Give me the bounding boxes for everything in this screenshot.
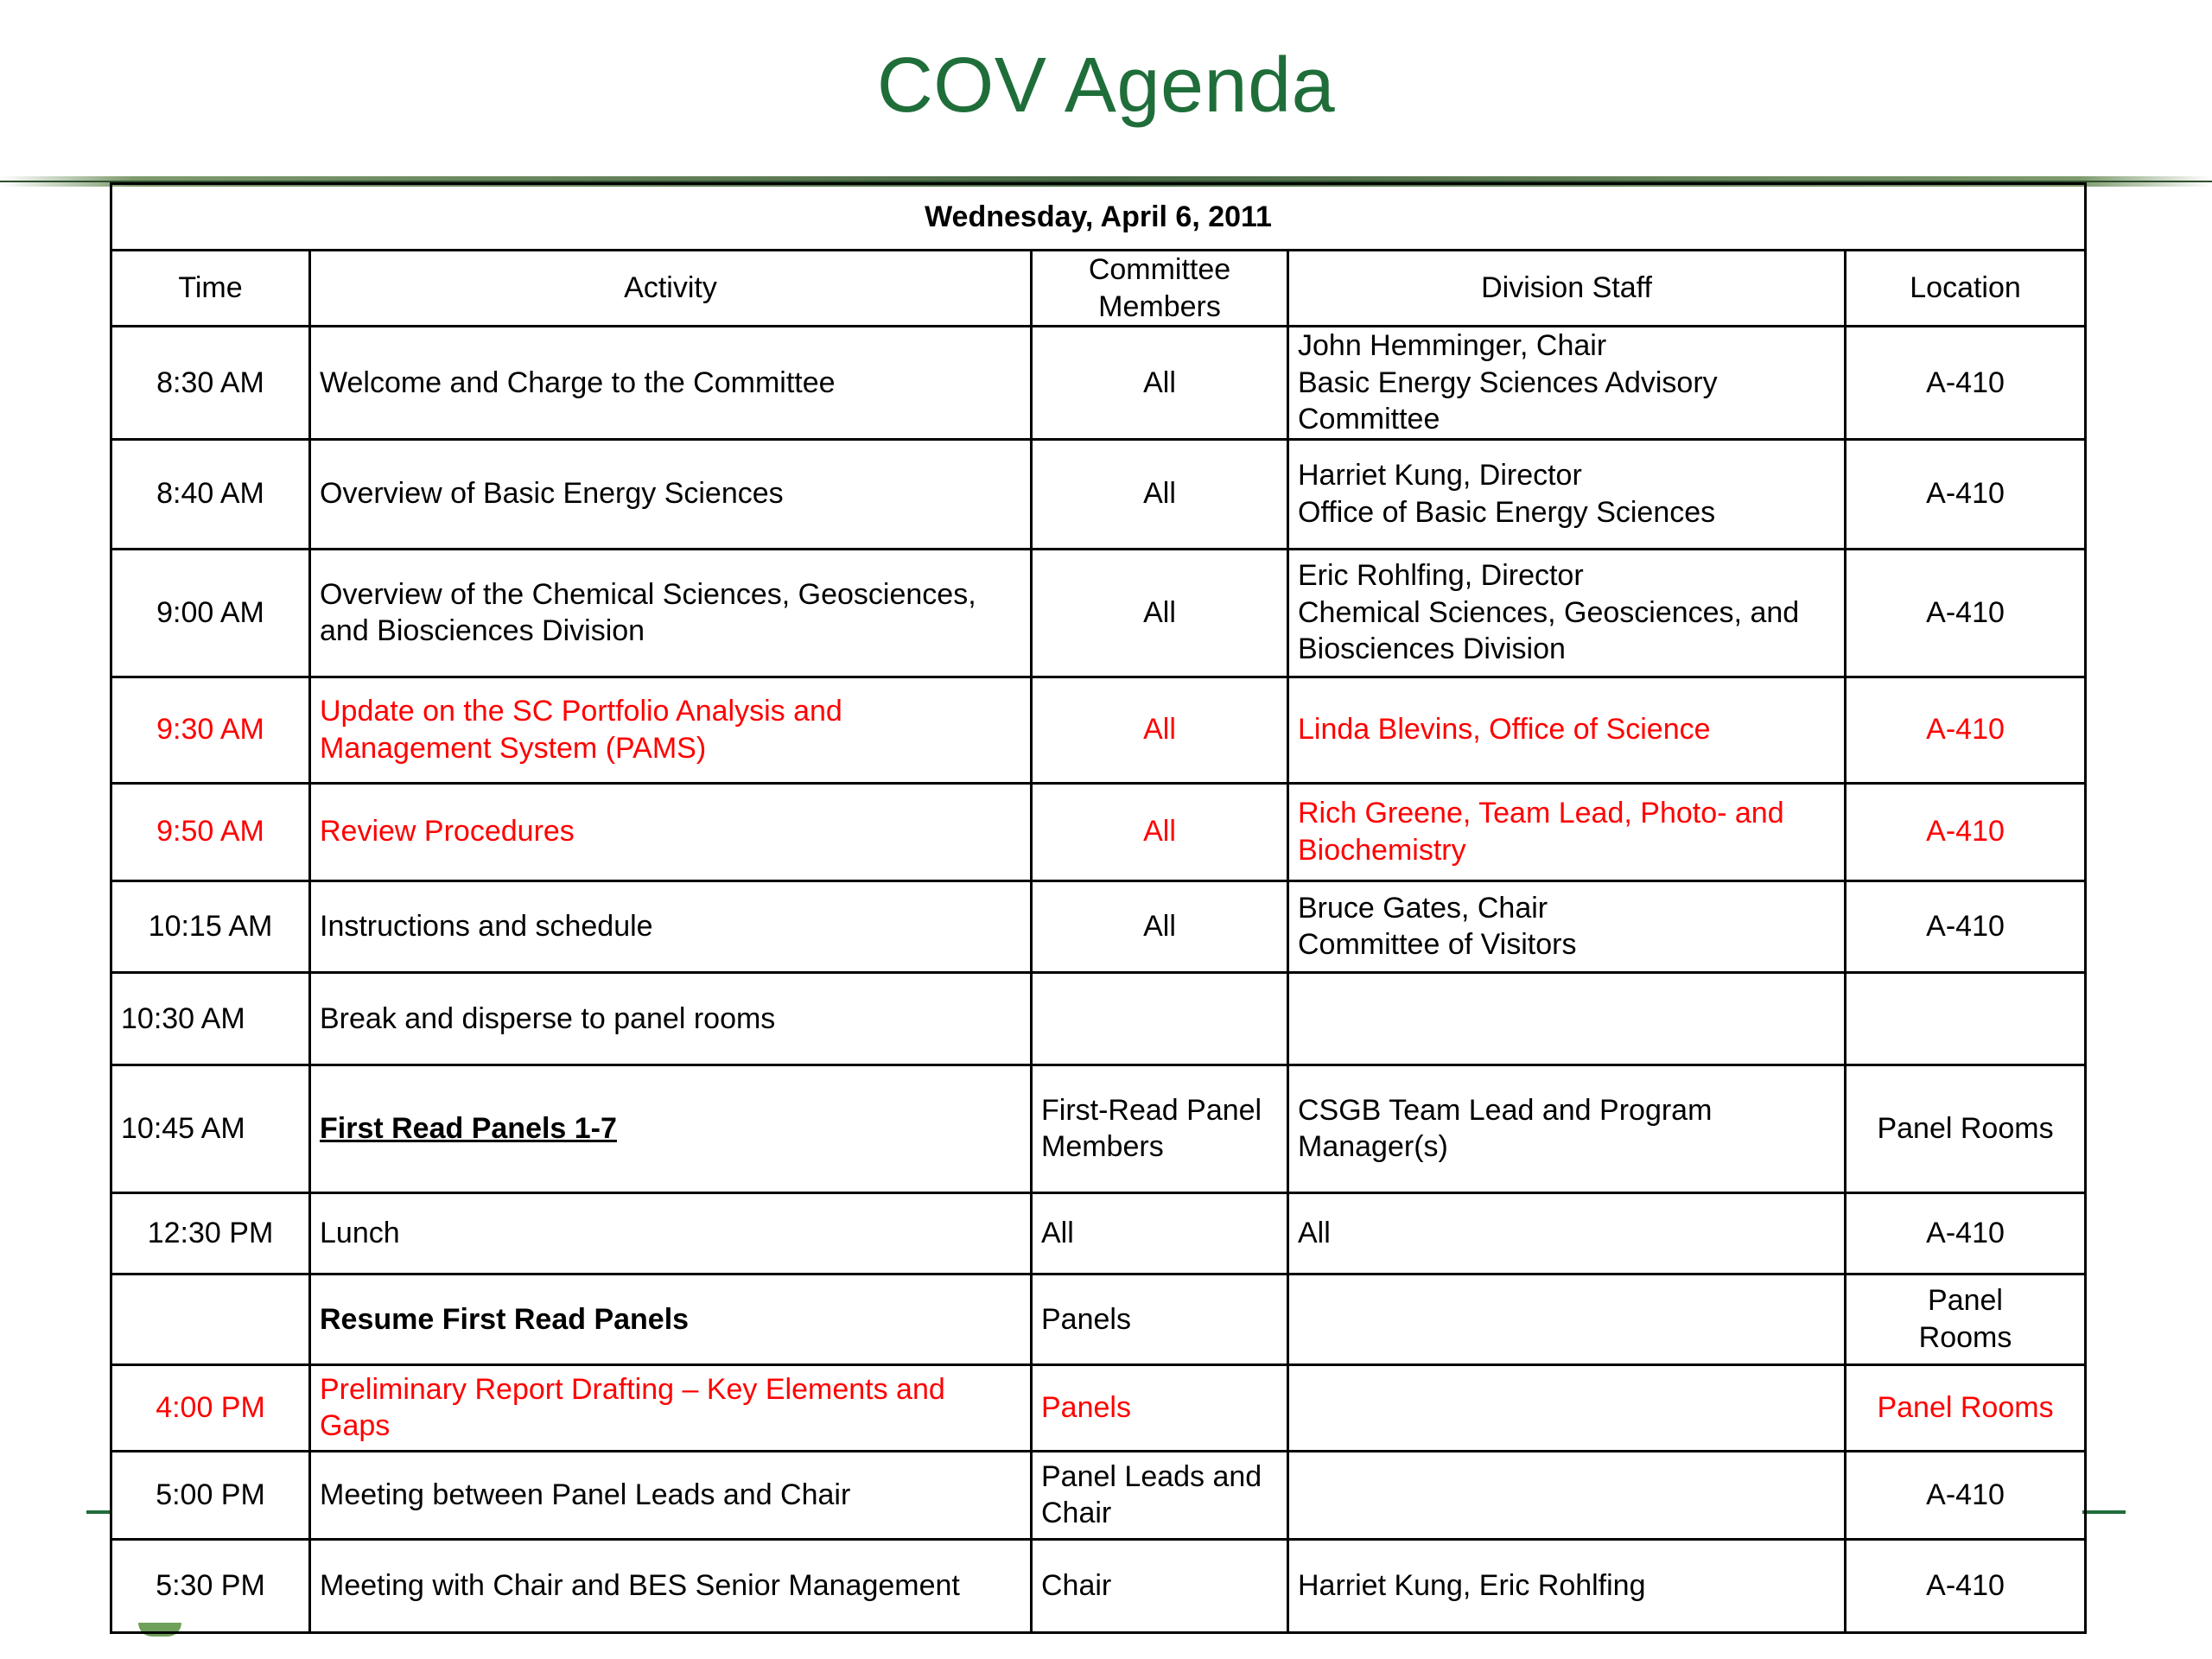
- staff-cell: [1288, 1065, 1846, 1192]
- agenda-row: [111, 549, 2086, 677]
- activity-cell: [310, 1192, 1032, 1274]
- activity-cell: [310, 1539, 1032, 1632]
- staff-cell-line: Manager(s): [1298, 1130, 1448, 1164]
- agenda-row: [111, 972, 2086, 1065]
- agenda-row: [111, 1192, 2086, 1274]
- agenda-row: [111, 1451, 2086, 1539]
- agenda-date: Wednesday, April 6, 2011: [111, 184, 2086, 251]
- staff-cell-line: John Hemminger, Chair: [1298, 329, 1607, 363]
- header-time: Time: [111, 251, 310, 327]
- header-activity: Activity: [310, 251, 1032, 327]
- location-cell: [1846, 972, 2086, 1065]
- activity-cell: [310, 327, 1032, 440]
- time-cell: 10:30 AM: [111, 972, 310, 1065]
- committee-cell: [1032, 1274, 1288, 1364]
- committee-cell-line: Panel Leads and: [1041, 1459, 1262, 1493]
- staff-cell: [1288, 439, 1846, 549]
- location-cell: [1846, 1539, 2086, 1632]
- agenda-row: [111, 1539, 2086, 1632]
- activity-cell: [310, 1065, 1032, 1192]
- activity-cell-line: Meeting with Chair and BES Senior Management: [320, 1569, 960, 1603]
- committee-cell-line: Members: [1041, 1130, 1164, 1164]
- committee-cell: [1032, 549, 1288, 677]
- activity-cell: [310, 1451, 1032, 1539]
- staff-cell-line: Eric Rohlfing, Director: [1298, 559, 1584, 593]
- agenda-row: [111, 327, 2086, 440]
- activity-cell-line: Preliminary Report Drafting – Key Elements and: [320, 1372, 945, 1406]
- activity-cell-line: Resume First Read Panels: [320, 1302, 690, 1336]
- staff-cell: [1288, 677, 1846, 783]
- committee-cell-line: All: [1143, 713, 1176, 747]
- location-cell: [1846, 1364, 2086, 1451]
- footer-line-left: [86, 1510, 112, 1514]
- staff-cell-line: Committee of Visitors: [1298, 928, 1577, 962]
- staff-cell-line: Committee: [1298, 403, 1440, 436]
- location-cell: [1846, 1274, 2086, 1364]
- time-cell: 4:00 PM: [111, 1364, 310, 1451]
- staff-cell: [1288, 1364, 1846, 1451]
- header-row: [111, 251, 2086, 327]
- committee-cell: [1032, 1539, 1288, 1632]
- activity-cell-line: Review Procedures: [320, 815, 575, 849]
- staff-cell: [1288, 783, 1846, 880]
- header-staff: Division Staff: [1288, 251, 1846, 327]
- time-cell: 5:30 PM: [111, 1539, 310, 1632]
- activity-cell-line: Overview of the Chemical Sciences, Geosciences,: [320, 577, 976, 611]
- staff-cell-line: Linda Blevins, Office of Science: [1298, 713, 1711, 747]
- location-cell: [1846, 439, 2086, 549]
- location-cell: [1846, 327, 2086, 440]
- activity-cell-line: Update on the SC Portfolio Analysis and: [320, 695, 842, 728]
- agenda-row: [111, 783, 2086, 880]
- location-cell-line: A-410: [1926, 909, 2005, 943]
- activity-cell-line: First Read Panels 1-7: [320, 1112, 617, 1146]
- location-cell-line: A-410: [1926, 1569, 2005, 1603]
- agenda-row: [111, 1065, 2086, 1192]
- agenda-row: [111, 439, 2086, 549]
- location-cell-line: A-410: [1926, 713, 2005, 747]
- location-cell: [1846, 1065, 2086, 1192]
- staff-cell-line: Office of Basic Energy Sciences: [1298, 495, 1716, 529]
- staff-cell: [1288, 1274, 1846, 1364]
- staff-cell-line: Harriet Kung, Eric Rohlfing: [1298, 1569, 1646, 1603]
- activity-cell-line: and Biosciences Division: [320, 614, 645, 648]
- committee-cell: [1032, 1065, 1288, 1192]
- staff-cell-line: Biosciences Division: [1298, 632, 1566, 666]
- agenda-row: [111, 1274, 2086, 1364]
- staff-cell-line: Biochemistry: [1298, 833, 1466, 867]
- staff-cell: [1288, 1451, 1846, 1539]
- committee-cell: [1032, 327, 1288, 440]
- time-cell: 10:15 AM: [111, 880, 310, 972]
- committee-cell-line: All: [1143, 477, 1176, 511]
- committee-cell-line: All: [1143, 815, 1176, 849]
- activity-cell: [310, 972, 1032, 1065]
- activity-cell-line: Meeting between Panel Leads and Chair: [320, 1478, 851, 1512]
- committee-cell-line: Chair: [1041, 1569, 1112, 1603]
- committee-cell: [1032, 1192, 1288, 1274]
- staff-cell-line: Harriet Kung, Director: [1298, 459, 1582, 493]
- agenda-row: [111, 880, 2086, 972]
- location-cell: [1846, 549, 2086, 677]
- staff-cell-line: Chemical Sciences, Geosciences, and: [1298, 595, 1800, 629]
- committee-cell-line: Panels: [1041, 1302, 1131, 1336]
- committee-cell-line: All: [1041, 1217, 1074, 1250]
- location-cell-line: Panel Rooms: [1877, 1112, 2054, 1146]
- location-cell-line: Panel: [1928, 1284, 2003, 1318]
- activity-cell: [310, 1364, 1032, 1451]
- staff-cell: [1288, 1192, 1846, 1274]
- time-cell: 9:50 AM: [111, 783, 310, 880]
- location-cell-line: A-410: [1926, 1478, 2005, 1512]
- location-cell: [1846, 783, 2086, 880]
- date-row: [111, 184, 2086, 251]
- staff-cell-line: Bruce Gates, Chair: [1298, 891, 1548, 925]
- staff-cell-line: Basic Energy Sciences Advisory: [1298, 365, 1718, 399]
- activity-cell: [310, 880, 1032, 972]
- time-cell: 12:30 PM: [111, 1192, 310, 1274]
- staff-cell-line: All: [1298, 1217, 1331, 1250]
- time-cell: 8:40 AM: [111, 439, 310, 549]
- committee-cell: [1032, 880, 1288, 972]
- activity-cell-line: Welcome and Charge to the Committee: [320, 365, 836, 399]
- header-committee-line1: Committee: [1088, 253, 1231, 287]
- activity-cell-line: Management System (PAMS): [320, 731, 707, 765]
- page-title: COV Agenda: [876, 42, 1336, 129]
- agenda-table: [110, 182, 2087, 1634]
- committee-cell-line: Panels: [1041, 1391, 1131, 1425]
- committee-cell: [1032, 972, 1288, 1065]
- activity-cell: [310, 549, 1032, 677]
- staff-cell: [1288, 880, 1846, 972]
- committee-cell: [1032, 677, 1288, 783]
- location-cell-line: A-410: [1926, 595, 2005, 629]
- time-cell: 5:00 PM: [111, 1451, 310, 1539]
- location-cell: [1846, 677, 2086, 783]
- activity-cell-line: Lunch: [320, 1217, 400, 1250]
- activity-cell-line: Overview of Basic Energy Sciences: [320, 477, 784, 511]
- header-committee-line2: Members: [1098, 289, 1221, 323]
- location-cell-line: A-410: [1926, 477, 2005, 511]
- time-cell: 9:30 AM: [111, 677, 310, 783]
- activity-cell: [310, 783, 1032, 880]
- activity-cell: [310, 677, 1032, 783]
- staff-cell-line: CSGB Team Lead and Program: [1298, 1093, 1713, 1127]
- time-cell: 8:30 AM: [111, 327, 310, 440]
- footer-line-right: [2082, 1510, 2126, 1514]
- staff-cell: [1288, 327, 1846, 440]
- location-cell: [1846, 1451, 2086, 1539]
- committee-cell: [1032, 1451, 1288, 1539]
- committee-cell-line: All: [1143, 595, 1176, 629]
- header-location: Location: [1846, 251, 2086, 327]
- staff-cell: [1288, 1539, 1846, 1632]
- staff-cell: [1288, 549, 1846, 677]
- committee-cell: [1032, 439, 1288, 549]
- header-committee: [1032, 251, 1288, 327]
- activity-cell-line: Instructions and schedule: [320, 909, 653, 943]
- location-cell-line: A-410: [1926, 815, 2005, 849]
- location-cell-line: A-410: [1926, 365, 2005, 399]
- location-cell: [1846, 880, 2086, 972]
- staff-cell: [1288, 972, 1846, 1065]
- staff-cell-line: Rich Greene, Team Lead, Photo- and: [1298, 797, 1784, 830]
- activity-cell: [310, 1274, 1032, 1364]
- activity-cell-line: Gaps: [320, 1409, 391, 1443]
- committee-cell-line: First-Read Panel: [1041, 1093, 1262, 1127]
- activity-cell: [310, 439, 1032, 549]
- location-cell: [1846, 1192, 2086, 1274]
- committee-cell-line: All: [1143, 909, 1176, 943]
- agenda-row: [111, 1364, 2086, 1451]
- location-cell-line: Rooms: [1918, 1320, 2012, 1354]
- location-cell-line: A-410: [1926, 1217, 2005, 1250]
- committee-cell-line: All: [1143, 365, 1176, 399]
- committee-cell: [1032, 1364, 1288, 1451]
- time-cell: 10:45 AM: [111, 1065, 310, 1192]
- committee-cell: [1032, 783, 1288, 880]
- committee-cell-line: Chair: [1041, 1497, 1112, 1530]
- time-cell: [111, 1274, 310, 1364]
- location-cell-line: Panel Rooms: [1877, 1391, 2054, 1425]
- agenda-row: [111, 677, 2086, 783]
- time-cell: 9:00 AM: [111, 549, 310, 677]
- activity-cell-line: Break and disperse to panel rooms: [320, 1001, 776, 1035]
